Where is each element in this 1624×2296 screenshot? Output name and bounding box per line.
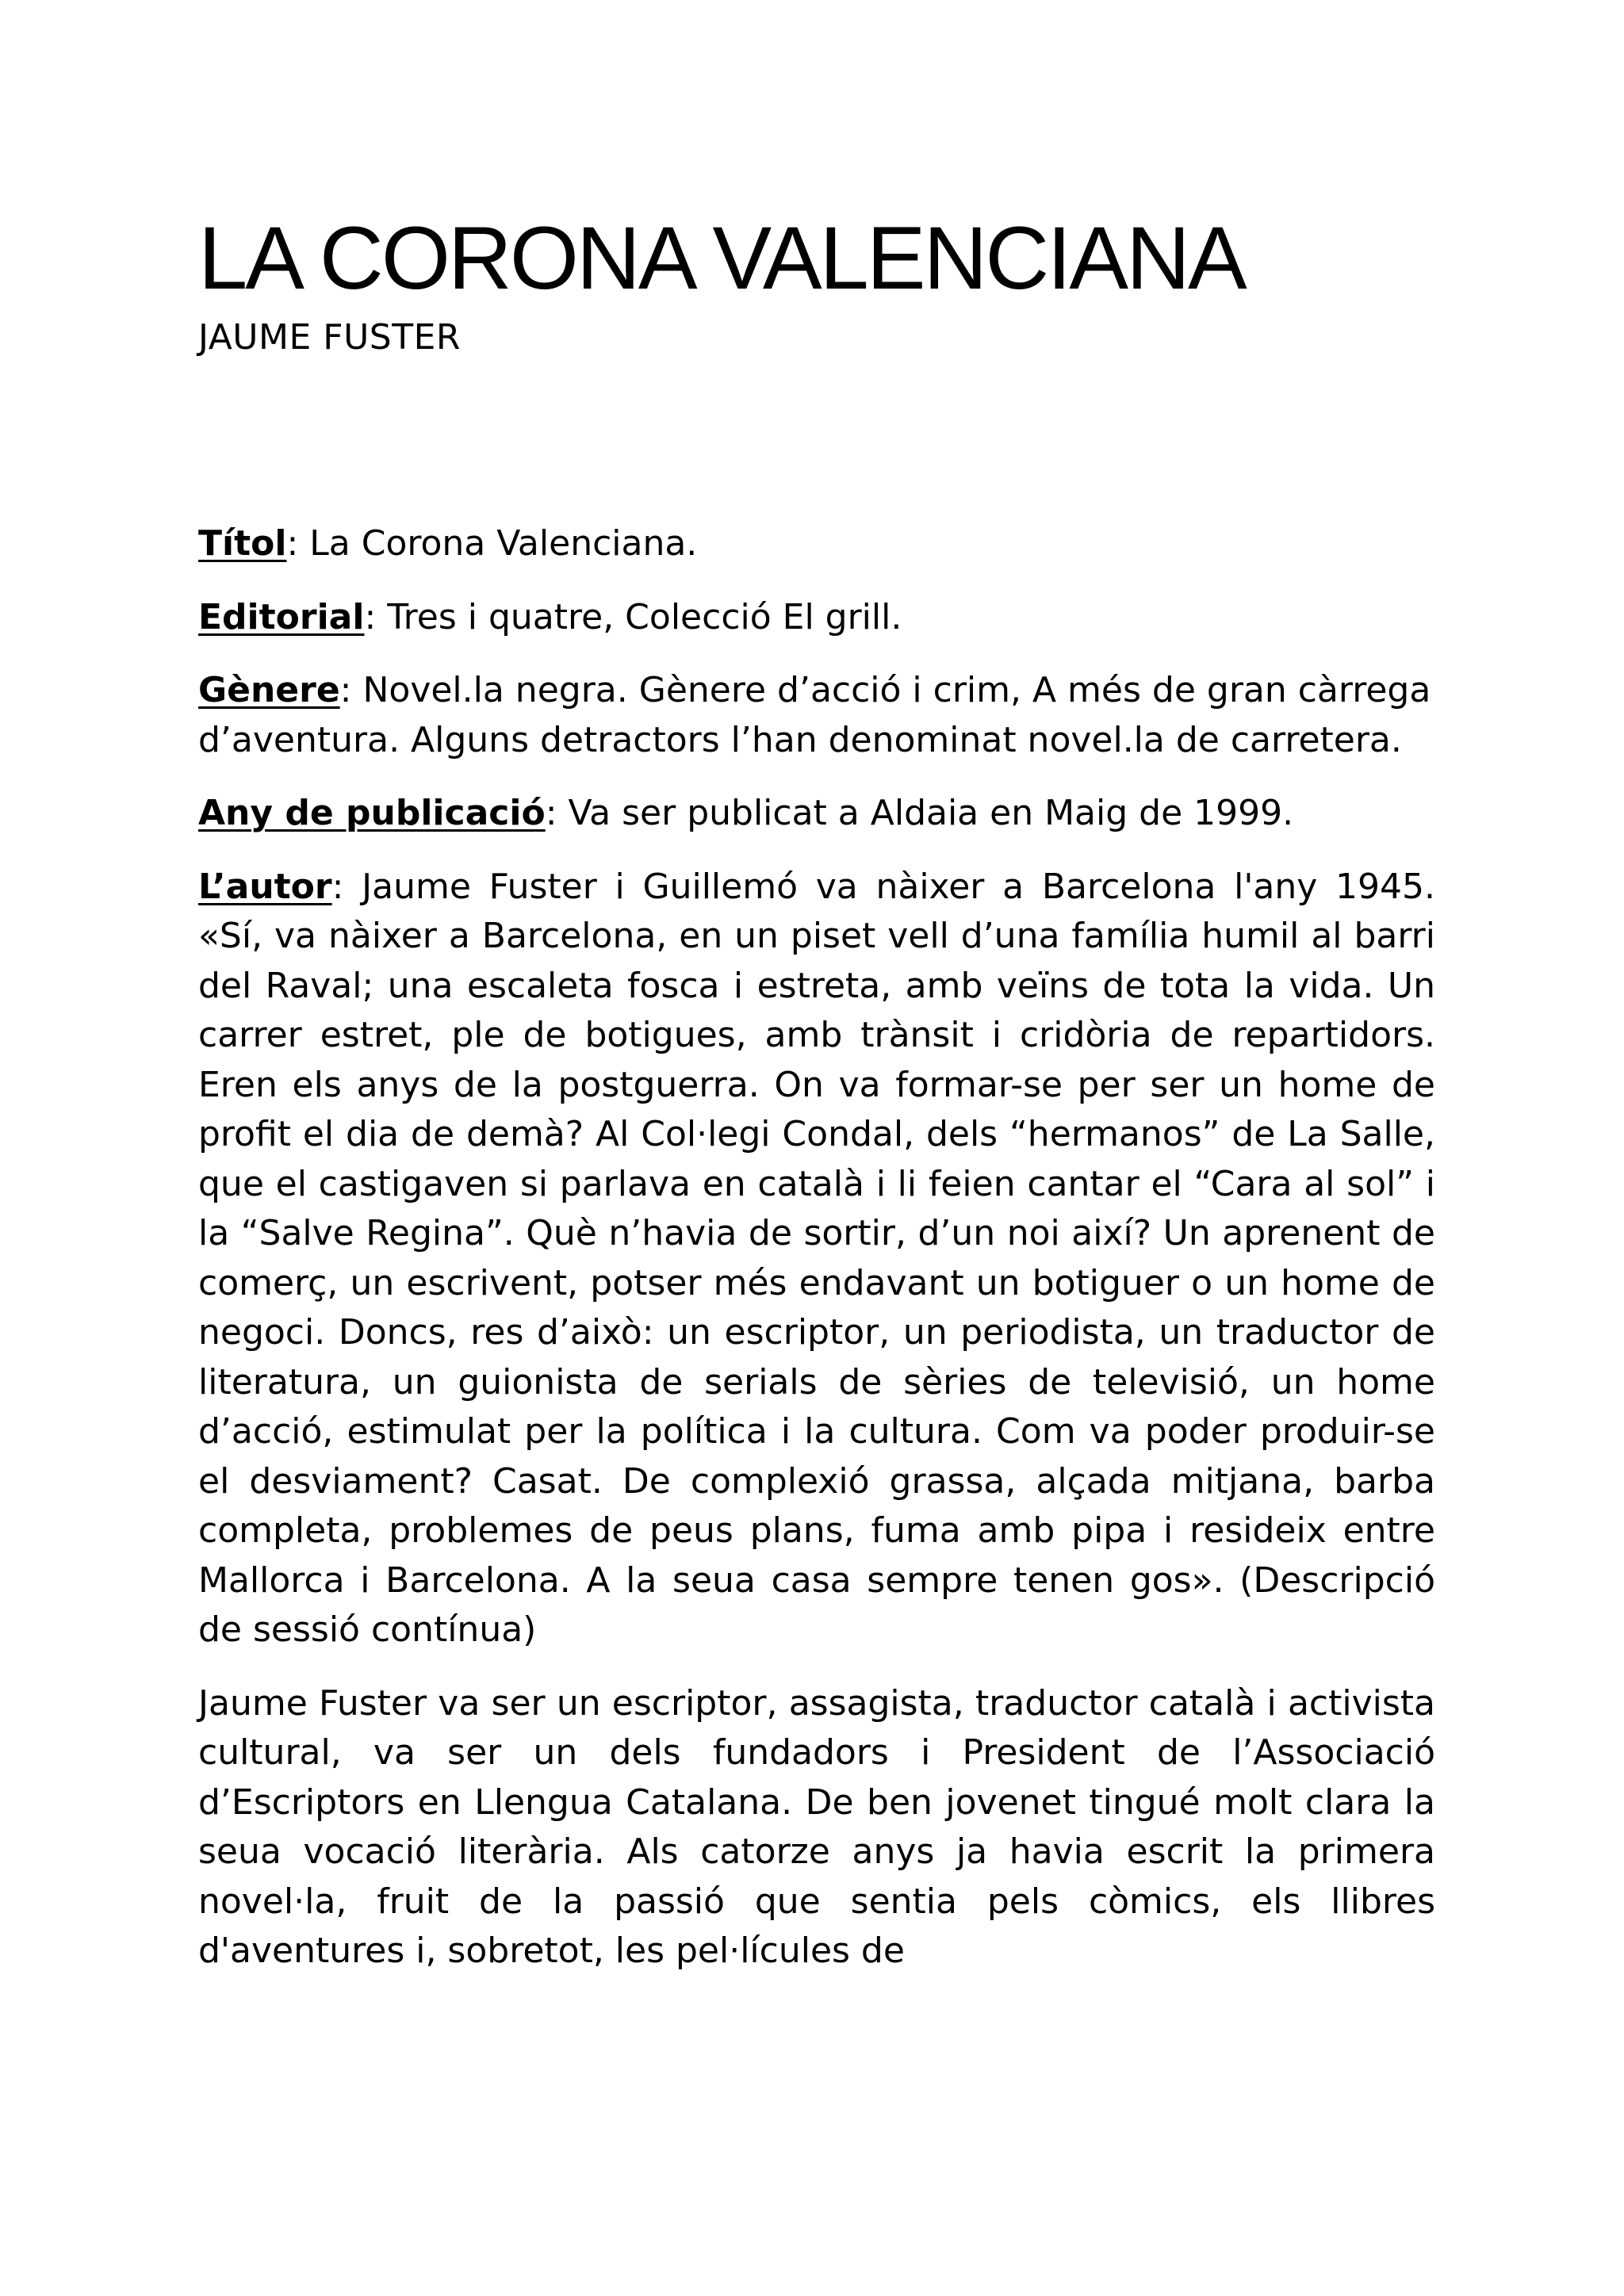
field-autor [198, 863, 1435, 1655]
field-titol [198, 519, 1435, 569]
field-label-genere: Gènere [198, 670, 340, 710]
field-any-publicacio [198, 789, 1435, 839]
field-value-any-publicacio: : Va ser publicat a Aldaia en Maig de 1999. [545, 793, 1294, 833]
field-label-autor: L’autor [198, 866, 332, 907]
field-label-any-publicacio: Any de publicació [198, 793, 546, 833]
field-editorial [198, 593, 1435, 643]
document-author: JAUME FUSTER [198, 317, 461, 358]
field-label-titol: Títol [198, 523, 287, 564]
field-label-editorial: Editorial [198, 596, 365, 637]
field-value-titol: : La Corona Valenciana. [286, 523, 698, 564]
field-value-genere: : Novel.la negra. Gènere d’acció i crim, A més de gran càrrega d’aventura. Alguns detractors l’han denominat novel.la de carretera. [198, 670, 1431, 760]
field-value-autor: : Jaume Fuster i Guillemó va nàixer a Barcelona l'any 1945. «Sí, va nàixer a Barcelona, en un piset vell d’una família humil al barri del Raval; una escaleta fosca i estreta, amb veïns de tota la vida. Un carrer estret, ple de botigues, amb trànsit i cridòria de repartidors. Eren els anys de la postguerra. On va formar-se per ser un home de profit el dia de demà? Al Col·legi Condal, dels “hermanos” de La Salle, que el castigaven si parlava en català i li feien cantar el “Cara al sol” i la “Salve Regina”. Què n’havia de sortir, d’un noi així? Un aprenent de comerç, un escrivent, potser més endavant un botiguer o un home de negoci. Doncs, res d’això: un escriptor, un periodista, un traductor de literatura, un guionista de serials de sèries de televisió, un home d’acció, estimulat per la política i la cultura. Com va poder produir-se el desviament? Casat. De complexió grassa, alçada mitjana, barba completa, problemes de peus plans, fuma amb pipa i resideix entre Mallorca i Barcelona. A la seua casa sempre tenen gos». (Descripció de sessió contínua) [198, 866, 1435, 1650]
paragraph-bio: Jaume Fuster va ser un escriptor, assagista, traductor català i activista cultural, va ser un dels fundadors i President de l’Associació d’Escriptors en Llengua Catalana. De ben jovenet tingué molt clara la seua vocació literària. Als catorze anys ja havia escrit la primera novel·la, fruit de la passió que sentia pels còmics, els llibres d'aventures i, sobretot, les pel·lícules de [198, 1682, 1435, 1971]
field-genere [198, 666, 1435, 765]
field-value-editorial: : Tres i quatre, Colecció El grill. [364, 596, 902, 637]
document-body [198, 519, 1435, 2000]
document-title: LA CORONA VALENCIANA [198, 209, 1245, 308]
